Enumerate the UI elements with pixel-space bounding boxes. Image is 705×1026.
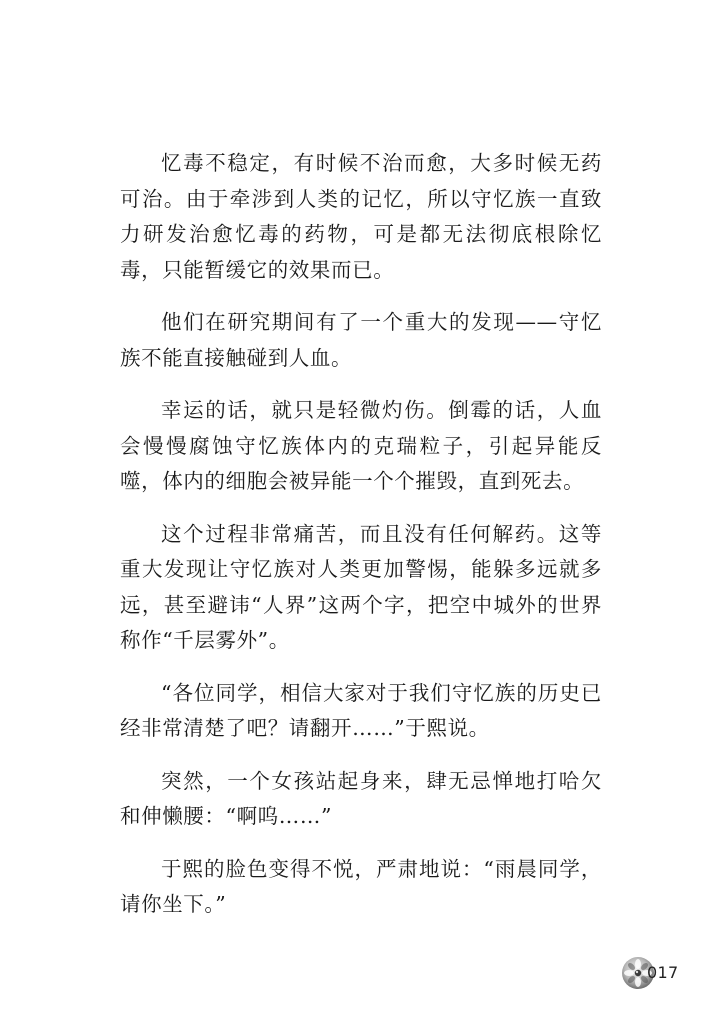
paragraph-5: “各位同学，相信大家对于我们守忆族的历史已经非常清楚了吧？请翻开……”于熙说。	[120, 680, 602, 740]
paragraph-3: 幸运的话，就只是轻微灼伤。倒霉的话，人血会慢慢腐蚀守忆族体内的克瑞粒子，引起异能反噬，体内的细胞会被异能一个个摧毁，直到死去。	[120, 398, 602, 493]
page-footer	[618, 952, 678, 994]
paragraph-6: 突然，一个女孩站起身来，肆无忌惮地打哈欠和伸懒腰：“啊呜……”	[120, 768, 602, 828]
paragraph-4: 这个过程非常痛苦，而且没有任何解药。这等重大发现让守忆族对人类更加警惕，能躲多远就多远，甚至避讳“人界”这两个字，把空中城外的世界称作“千层雾外”。	[120, 521, 602, 652]
paragraph-2: 他们在研究期间有了一个重大的发现——守忆族不能直接触碰到人血。	[120, 310, 602, 370]
paragraph-1: 忆毒不稳定，有时候不治而愈，大多时候无药可治。由于牵涉到人类的记忆，所以守忆族一直致力研发治愈忆毒的药物，可是都无法彻底根除忆毒，只能暂缓它的效果而已。	[120, 151, 602, 282]
page-number: 017	[647, 963, 679, 982]
paragraph-7: 于熙的脸色变得不悦，严肃地说：“雨晨同学，请你坐下。”	[120, 856, 602, 916]
page-body	[120, 146, 602, 923]
